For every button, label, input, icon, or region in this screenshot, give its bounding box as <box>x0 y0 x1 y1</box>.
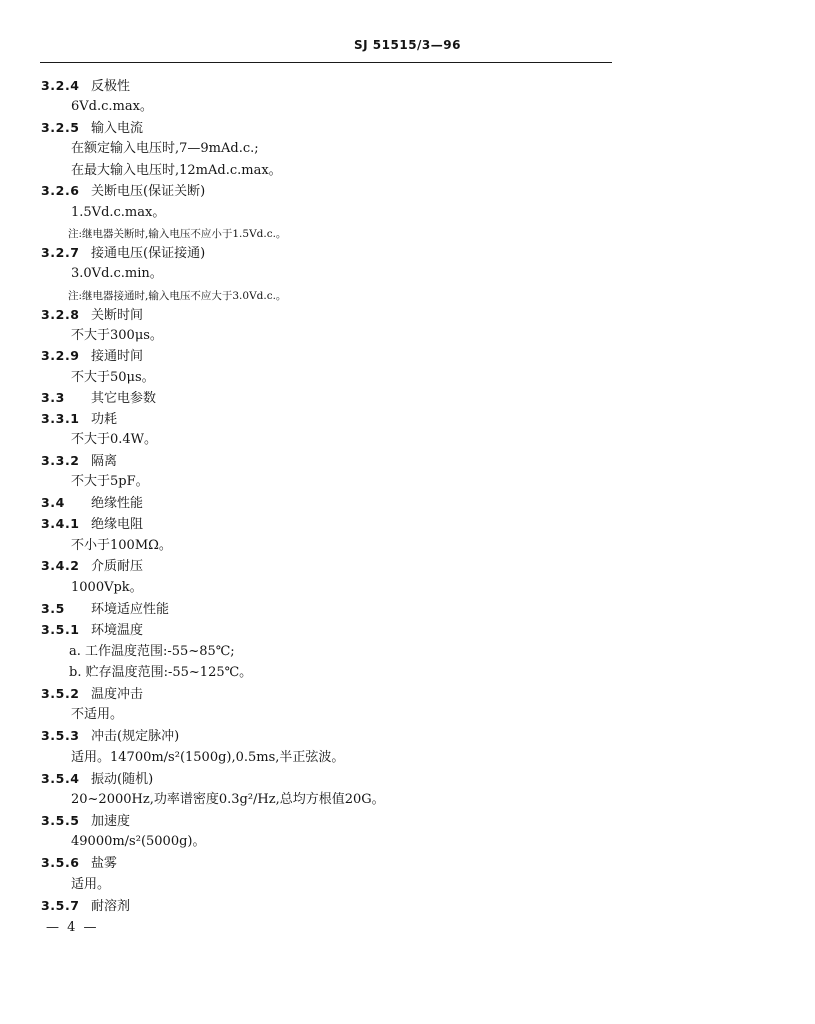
body-line: a. 工作温度范围:-55~85℃; <box>69 644 235 659</box>
body-line: 不大于5pF。 <box>71 474 149 489</box>
note-line: 注:继电器接通时,输入电压不应大于3.0Vd.c.。 <box>68 290 287 302</box>
body-line: 不适用。 <box>71 707 124 722</box>
section-heading <box>41 411 117 428</box>
section-heading <box>41 558 143 575</box>
body-line: 不小于100MΩ。 <box>71 538 172 553</box>
section-number: 3.5 <box>41 601 65 616</box>
section-title: 隔离 <box>91 454 118 469</box>
section-title: 振动(随机) <box>91 772 154 787</box>
section-number: 3.2.8 <box>41 307 80 322</box>
section-title: 关断电压(保证关断) <box>91 184 206 199</box>
section-heading <box>41 453 117 470</box>
section-heading <box>41 855 117 872</box>
section-heading <box>41 813 130 830</box>
section-heading <box>41 390 156 407</box>
body-line: 在最大输入电压时,12mAd.c.max。 <box>71 163 282 178</box>
section-number: 3.2.4 <box>41 78 80 93</box>
section-number: 3.2.9 <box>41 348 80 363</box>
section-heading <box>41 307 143 324</box>
section-number: 3.5.3 <box>41 728 80 743</box>
section-number: 3.2.7 <box>41 245 80 260</box>
body-line: 1.5Vd.c.max。 <box>71 205 166 220</box>
body-line: 在额定输入电压时,7—9mAd.c.; <box>71 141 259 156</box>
section-heading <box>41 516 143 533</box>
section-heading <box>41 686 143 703</box>
section-title: 温度冲击 <box>91 687 144 702</box>
section-heading <box>41 495 143 512</box>
section-number: 3.3.2 <box>41 453 80 468</box>
section-title: 介质耐压 <box>91 559 144 574</box>
body-line: 不大于300μs。 <box>71 328 163 343</box>
section-number: 3.4.2 <box>41 558 80 573</box>
section-number: 3.4 <box>41 495 65 510</box>
section-title: 环境适应性能 <box>91 602 170 617</box>
section-title: 盐雾 <box>91 856 118 871</box>
body-line: 1000Vpk。 <box>71 580 143 595</box>
body-line: b. 贮存温度范围:-55~125℃。 <box>69 665 253 680</box>
section-heading <box>41 348 143 365</box>
body-line: 6Vd.c.max。 <box>71 99 153 114</box>
section-number: 3.3 <box>41 390 65 405</box>
body-line: 适用。14700m/s²(1500g),0.5ms,半正弦波。 <box>71 750 345 765</box>
section-number: 3.5.2 <box>41 686 80 701</box>
section-heading <box>41 601 169 618</box>
section-heading <box>41 78 130 95</box>
section-title: 环境温度 <box>91 623 144 638</box>
section-heading <box>41 771 153 788</box>
section-title: 其它电参数 <box>91 391 157 406</box>
document-number-header: SJ 51515/3—96 <box>354 38 461 52</box>
section-title: 加速度 <box>91 814 131 829</box>
section-number: 3.4.1 <box>41 516 80 531</box>
section-title: 绝缘性能 <box>91 496 144 511</box>
section-title: 反极性 <box>91 79 131 94</box>
section-number: 3.5.6 <box>41 855 80 870</box>
section-title: 冲击(规定脉冲) <box>91 729 180 744</box>
body-line: 20~2000Hz,功率谱密度0.3g²/Hz,总均方根值20G。 <box>71 792 385 807</box>
note-line: 注:继电器关断时,输入电压不应小于1.5Vd.c.。 <box>68 228 287 240</box>
section-number: 3.2.6 <box>41 183 80 198</box>
section-number: 3.5.1 <box>41 622 80 637</box>
section-title: 功耗 <box>91 412 118 427</box>
section-number: 3.5.5 <box>41 813 80 828</box>
section-heading <box>41 898 130 915</box>
body-line: 3.0Vd.c.min。 <box>71 266 163 281</box>
section-title: 关断时间 <box>91 308 144 323</box>
section-title: 绝缘电阻 <box>91 517 144 532</box>
section-number: 3.5.4 <box>41 771 80 786</box>
body-line: 不大于50μs。 <box>71 370 155 385</box>
page-number: — 4 — <box>46 920 99 935</box>
section-number: 3.3.1 <box>41 411 80 426</box>
section-number: 3.2.5 <box>41 120 80 135</box>
section-title: 接通电压(保证接通) <box>91 246 206 261</box>
section-heading <box>41 245 205 262</box>
body-line: 适用。 <box>71 877 111 892</box>
section-heading <box>41 622 143 639</box>
section-heading <box>41 120 143 137</box>
section-heading <box>41 183 205 200</box>
section-number: 3.5.7 <box>41 898 80 913</box>
section-title: 接通时间 <box>91 349 144 364</box>
section-title: 耐溶剂 <box>91 899 131 914</box>
body-line: 49000m/s²(5000g)。 <box>71 834 206 849</box>
section-heading <box>41 728 179 745</box>
body-line: 不大于0.4W。 <box>71 432 158 447</box>
section-title: 输入电流 <box>91 121 144 136</box>
